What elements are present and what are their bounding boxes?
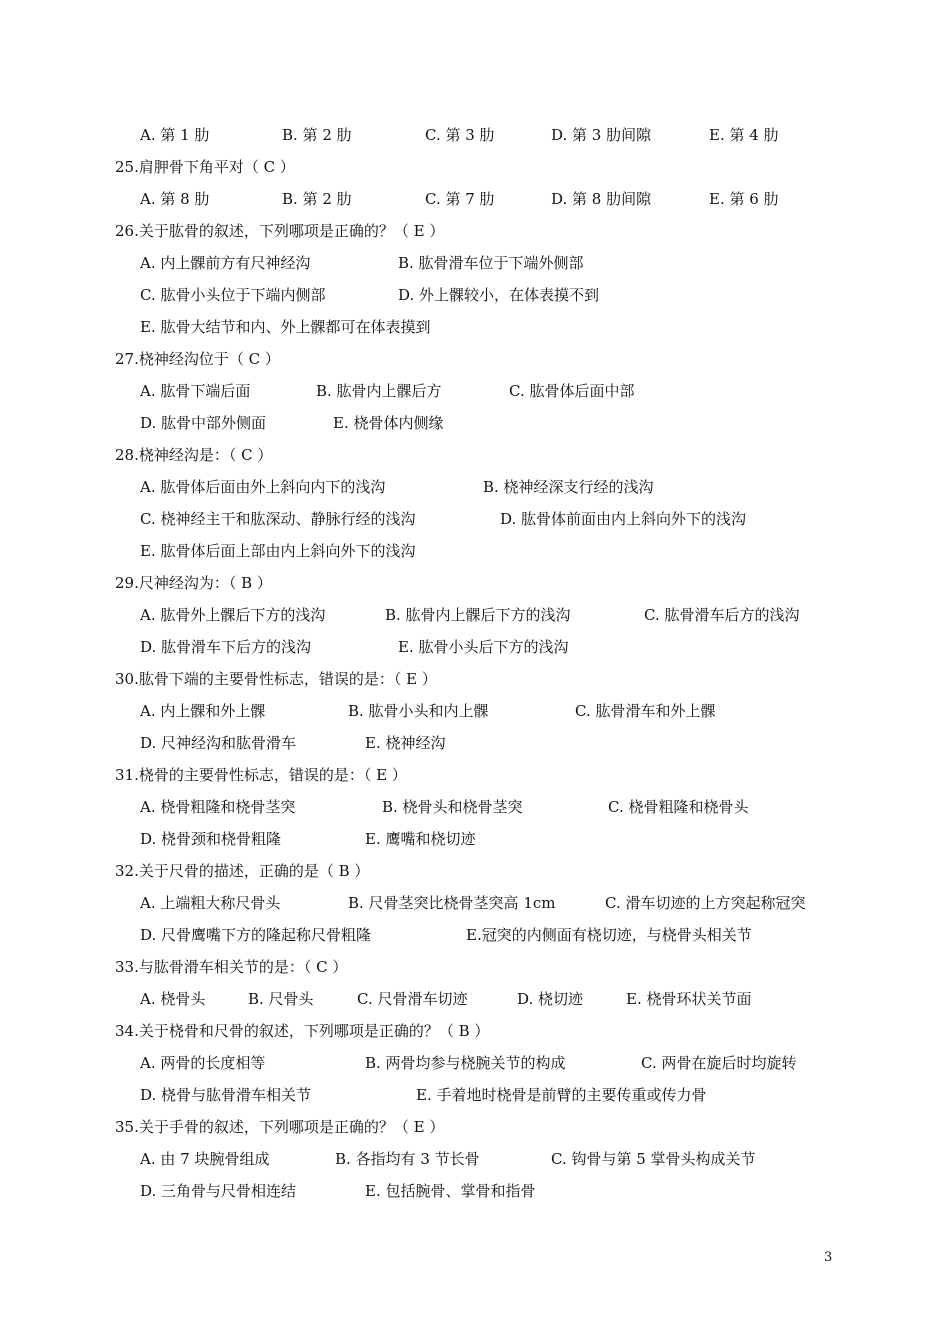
question-30: 30.肱骨下端的主要骨性标志，错误的是：（ E ） [115, 670, 437, 688]
option-b: B. 各指均有 3 节长骨 [335, 1150, 480, 1168]
option-e: E. 第 6 肋 [709, 190, 779, 208]
option-e: E. 手着地时桡骨是前臂的主要传重或传力骨 [416, 1086, 707, 1104]
option-a: A. 第 1 肋 [140, 126, 210, 144]
question-28: 28.桡神经沟是：（ C ） [115, 446, 273, 464]
option-a: A. 肱骨下端后面 [140, 382, 251, 400]
question-35: 35.关于手骨的叙述，下列哪项是正确的？（ E ） [115, 1118, 445, 1136]
option-d: D. 桡切迹 [517, 990, 584, 1008]
option-a: A. 由 7 块腕骨组成 [140, 1150, 270, 1168]
question-25: 25.肩胛骨下角平对（ C ） [115, 158, 295, 176]
option-d: D. 肱骨中部外侧面 [140, 414, 267, 432]
question-29: 29.尺神经沟为：（ B ） [115, 574, 272, 592]
option-c: C. 两骨在旋后时均旋转 [641, 1054, 797, 1072]
option-b: B. 肱骨小头和内上髁 [348, 702, 489, 720]
option-a: A. 肱骨体后面由外上斜向内下的浅沟 [140, 478, 386, 496]
option-d: D. 桡骨与肱骨滑车相关节 [140, 1086, 312, 1104]
option-a: A. 桡骨粗隆和桡骨茎突 [140, 798, 296, 816]
page-number: 3 [824, 1250, 833, 1265]
option-c: C. 肱骨体后面中部 [509, 382, 635, 400]
option-a: A. 两骨的长度相等 [140, 1054, 266, 1072]
option-e: E. 桡神经沟 [365, 734, 446, 752]
option-b: B. 桡神经深支行经的浅沟 [483, 478, 654, 496]
option-e: E. 桡骨体内侧缘 [333, 414, 444, 432]
option-d: D. 三角骨与尺骨相连结 [140, 1182, 297, 1200]
option-c: C. 桡神经主干和肱深动、静脉行经的浅沟 [140, 510, 416, 528]
option-c: C. 滑车切迹的上方突起称冠突 [605, 894, 806, 912]
option-a: A. 内上髁和外上髁 [140, 702, 266, 720]
option-e: E. 肱骨小头后下方的浅沟 [398, 638, 569, 656]
option-a: A. 桡骨头 [140, 990, 206, 1008]
option-c: C. 钩骨与第 5 掌骨头构成关节 [551, 1150, 756, 1168]
option-d: D. 肱骨体前面由内上斜向外下的浅沟 [500, 510, 747, 528]
option-b: B. 两骨均参与桡腕关节的构成 [365, 1054, 566, 1072]
option-a: A. 上端粗大称尺骨头 [140, 894, 281, 912]
option-e: E. 包括腕骨、掌骨和指骨 [365, 1182, 536, 1200]
option-d: D. 桡骨颈和桡骨粗隆 [140, 830, 282, 848]
option-e: E.冠突的内侧面有桡切迹，与桡骨头相关节 [466, 926, 752, 944]
option-a: A. 肱骨外上髁后下方的浅沟 [140, 606, 326, 624]
option-b: B. 肱骨滑车位于下端外侧部 [398, 254, 584, 272]
option-b: B. 桡骨头和桡骨茎突 [382, 798, 523, 816]
option-b: B. 肱骨内上髁后方 [316, 382, 442, 400]
option-e: E. 桡骨环状关节面 [626, 990, 752, 1008]
option-c: C. 肱骨滑车和外上髁 [575, 702, 716, 720]
question-33: 33.与肱骨滑车相关节的是：（ C ） [115, 958, 348, 976]
option-d: D. 尺神经沟和肱骨滑车 [140, 734, 297, 752]
option-c: C. 肱骨滑车后方的浅沟 [644, 606, 800, 624]
option-e: E. 肱骨大结节和内、外上髁都可在体表摸到 [140, 318, 431, 336]
option-a: A. 内上髁前方有尺神经沟 [140, 254, 311, 272]
option-d: D. 肱骨滑车下后方的浅沟 [140, 638, 312, 656]
option-c: C. 尺骨滑车切迹 [357, 990, 468, 1008]
option-b: B. 第 2 肋 [282, 190, 352, 208]
option-c: C. 肱骨小头位于下端内侧部 [140, 286, 326, 304]
option-d: D. 尺骨鹰嘴下方的隆起称尺骨粗隆 [140, 926, 372, 944]
option-a: A. 第 8 肋 [140, 190, 210, 208]
option-d: D. 第 8 肋间隙 [551, 190, 652, 208]
option-c: C. 第 3 肋 [425, 126, 495, 144]
question-31: 31.桡骨的主要骨性标志，错误的是：（ E ） [115, 766, 407, 784]
question-27: 27.桡神经沟位于（ C ） [115, 350, 280, 368]
option-b: B. 尺骨茎突比桡骨茎突高 1cm [348, 894, 556, 912]
option-c: C. 第 7 肋 [425, 190, 495, 208]
question-34: 34.关于桡骨和尺骨的叙述，下列哪项是正确的？（ B ） [115, 1022, 490, 1040]
option-b: B. 肱骨内上髁后下方的浅沟 [385, 606, 571, 624]
option-b: B. 尺骨头 [248, 990, 314, 1008]
option-d: D. 第 3 肋间隙 [551, 126, 652, 144]
option-b: B. 第 2 肋 [282, 126, 352, 144]
option-c: C. 桡骨粗隆和桡骨头 [608, 798, 749, 816]
option-e: E. 肱骨体后面上部由内上斜向外下的浅沟 [140, 542, 416, 560]
option-e: E. 鹰嘴和桡切迹 [365, 830, 476, 848]
option-e: E. 第 4 肋 [709, 126, 779, 144]
question-32: 32.关于尺骨的描述，正确的是（ B ） [115, 862, 370, 880]
question-26: 26.关于肱骨的叙述，下列哪项是正确的？（ E ） [115, 222, 445, 240]
option-d: D. 外上髁较小，在体表摸不到 [398, 286, 600, 304]
